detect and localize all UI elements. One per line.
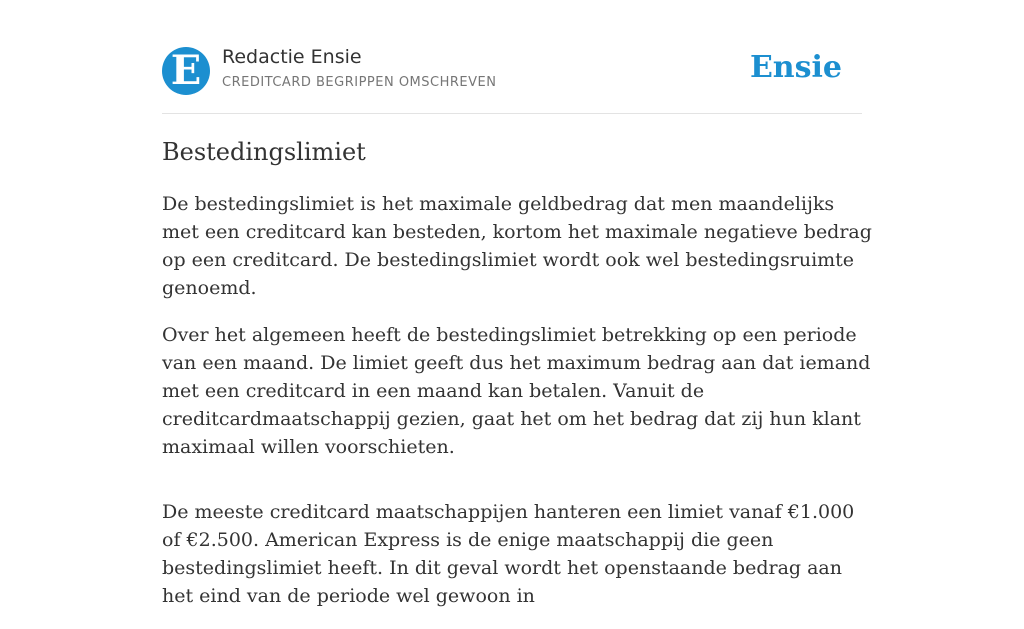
ensie-logo-avatar[interactable] xyxy=(162,47,210,95)
logo-letter: E xyxy=(170,47,202,94)
paragraph: Over het algemeen heeft de bestedingslimiet betrekking op een periode van een maand. De limiet geeft dus het maximum bedrag aan dat iemand met een creditcard in een maand kan betalen. Vanuit de creditcardmaatschappij gezien, gaat het om het bedrag dat zij hun klant maximaal willen voorschieten. xyxy=(162,324,871,458)
article-body xyxy=(162,190,872,629)
category-label[interactable]: CREDITCARD BEGRIPPEN OMSCHREVEN xyxy=(222,75,497,90)
paragraph: De bestedingslimiet is het maximale geldbedrag dat men maandelijks met een creditcard kan besteden, kortom het maximale negatieve bedrag op een creditcard. De bestedingslimiet wordt ook wel bestedingsruimte genoemd. xyxy=(162,193,872,299)
paragraph: De meeste creditcard maatschappijen hanteren een limiet vanaf €1.000 of €2.500. American Express is de enige maatschappij die geen bestedingslimiet heeft. In dit geval wordt het openstaande bedrag aan het eind van de periode wel gewoon in xyxy=(162,501,855,607)
article-header xyxy=(162,0,862,114)
author-name[interactable]: Redactie Ensie xyxy=(222,46,362,68)
article-card xyxy=(162,0,872,607)
ensie-brand-logo[interactable]: Ensie xyxy=(749,50,842,85)
page-title: Bestedingslimiet xyxy=(162,138,366,166)
